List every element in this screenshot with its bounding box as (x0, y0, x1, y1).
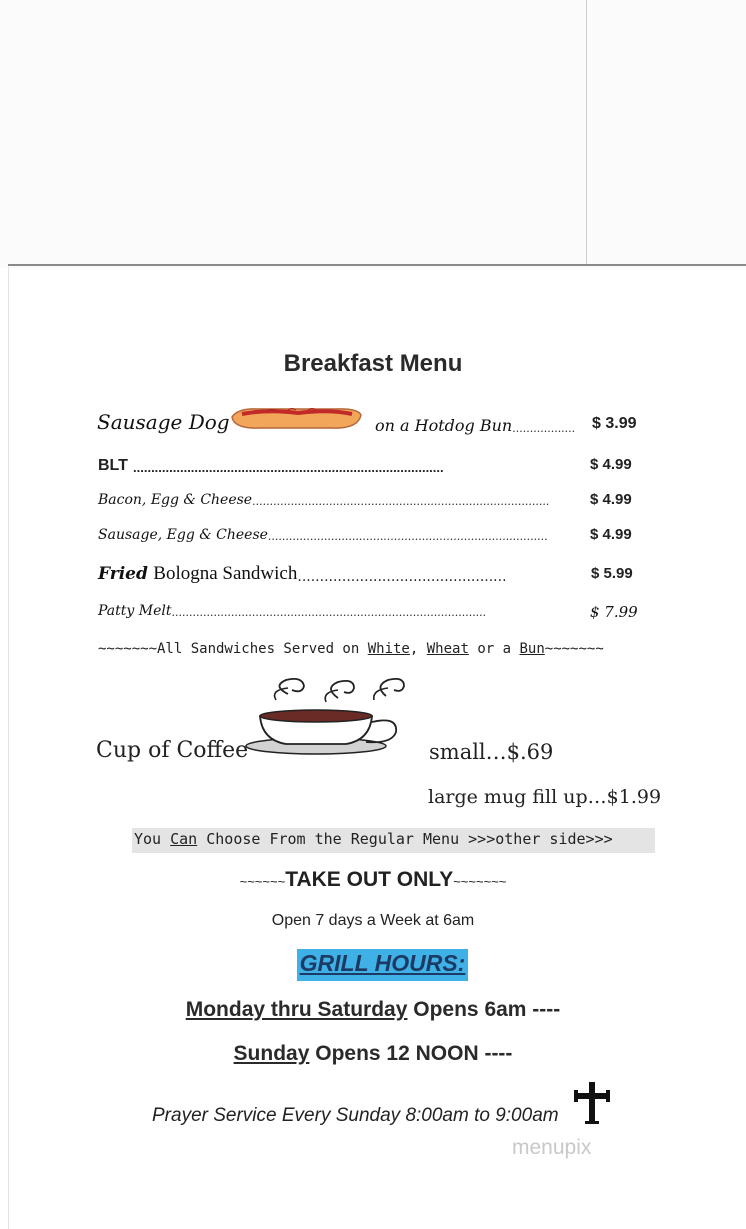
item-leader: ..................................................................................... (252, 495, 550, 508)
bread-white: White (367, 641, 410, 657)
note-text: Choose From the Regular Menu >>>other side>>> (197, 830, 613, 848)
bread-wheat: Wheat (426, 641, 469, 657)
regular-menu-note (134, 830, 613, 848)
weekday-time: Opens 6am ---- (407, 998, 561, 1021)
top-sheet (0, 0, 746, 268)
note-text: You (134, 830, 171, 848)
menu-title: Breakfast Menu (283, 350, 463, 377)
page-fold-vertical (586, 0, 587, 266)
item-prefix: Fried (98, 564, 148, 584)
item-price: $ 4.99 (590, 491, 632, 508)
item-price: $ 7.99 (590, 603, 638, 621)
item-leader: ................................................................................ (267, 530, 548, 543)
item-name: Sausage Dog (97, 410, 230, 434)
tilde: ~~~~~~~ (453, 874, 507, 889)
sunday-day: Sunday (233, 1042, 310, 1065)
coffee-cup-icon (238, 670, 428, 758)
item-price: $ 3.99 (592, 415, 637, 432)
bread-bun: Bun (519, 641, 545, 657)
menu-item-blt (98, 455, 581, 475)
grill-hours-title: GRILL HOURS: (299, 950, 466, 976)
item-name: Patty Melt (98, 603, 172, 619)
tilde: ~~~~~~ (239, 874, 286, 889)
item-leader: ...................................................................................... (133, 460, 444, 475)
sandwich-note (98, 641, 604, 657)
item-leader: .......................................................................................... (171, 606, 487, 619)
cross-icon (570, 1080, 614, 1124)
coffee-label: Cup of Coffee (96, 738, 249, 763)
weekday-days: Monday thru Saturday (185, 998, 408, 1021)
note-sep: or a (468, 641, 520, 657)
prayer-service: Prayer Service Every Sunday 8:00am to 9:00am (152, 1105, 559, 1126)
note-sep: , (409, 641, 427, 657)
item-price: $ 4.99 (590, 456, 632, 473)
page-edge (8, 264, 746, 266)
menu-item-bacon-egg-cheese (98, 492, 570, 508)
sunday-time: Opens 12 NOON ---- (309, 1042, 513, 1065)
note-text: ~~~~~~~All Sandwiches Served on (98, 641, 368, 657)
page-edge-left (8, 267, 9, 1229)
menu-item-sausage-dog-detail (375, 416, 584, 435)
watermark: menupix (512, 1136, 592, 1159)
item-leader: ............................................... (297, 569, 507, 585)
menu-item-fried-bologna (98, 563, 581, 585)
item-leader: .................. (512, 422, 576, 435)
open-days: Open 7 days a Week at 6am (271, 912, 475, 929)
item-price: $ 5.99 (591, 565, 633, 582)
item-name: Bologna Sandwich (153, 563, 298, 584)
note-can: Can (170, 830, 198, 848)
menu-item-patty-melt (98, 603, 566, 619)
coffee-large-price: large mug fill up…$1.99 (428, 786, 662, 808)
note-text: ~~~~~~~ (544, 641, 604, 657)
coffee-small-price: small…$.69 (429, 740, 554, 764)
weekday-hours (0, 998, 746, 1022)
item-name: BLT (98, 457, 128, 474)
hotdog-icon (228, 405, 364, 431)
sunday-hours (0, 1042, 746, 1066)
take-out-only (0, 868, 746, 892)
take-out-text: TAKE OUT ONLY (285, 868, 454, 891)
item-detail: on a Hotdog Bun (375, 416, 513, 435)
item-price: $ 4.99 (590, 526, 632, 543)
item-name: Bacon, Egg & Cheese (98, 492, 253, 508)
item-name: Sausage, Egg & Cheese (98, 527, 268, 543)
menu-item-sausage-egg-cheese (98, 527, 569, 543)
menu-item-sausage-dog (97, 410, 230, 434)
